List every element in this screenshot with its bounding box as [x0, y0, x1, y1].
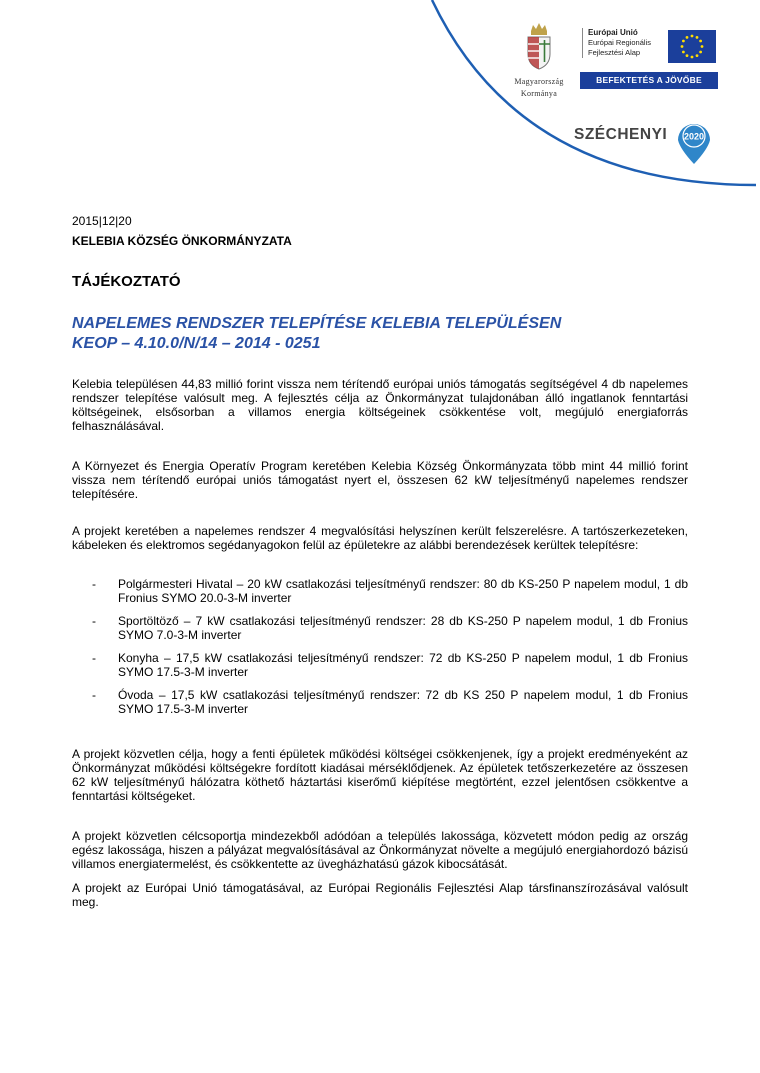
location-pin-icon — [674, 116, 714, 166]
paragraph-1: Kelebia településen 44,83 millió forint vissza nem térítendő európai uniós támogatás segítségével 4 db napelemes rendszer telepítése valósult meg. A fejlesztés célja az Önkormányzat tulajdonában álló ingatlanok fenntartási költségeinek, elsősorban a villamos energia költségeinek csökkentése volt, megújuló energiaforrás felhasználásával. — [72, 377, 688, 433]
eu-flag-icon — [668, 30, 716, 63]
eu-text-line1: Európai Unió — [588, 28, 638, 37]
list-marker: - — [92, 651, 96, 665]
list-item-text: Sportöltöző – 7 kW csatlakozási teljesítményű rendszer: 28 db KS-250 P napelem modul, 1 db Fronius SYMO 7.0-3-M inverter — [118, 614, 688, 642]
project-title — [72, 314, 561, 354]
project-title-line1: NAPELEMES RENDSZER TELEPÍTÉSE KELEBIA TELEPÜLÉSEN — [72, 315, 562, 332]
list-item — [72, 688, 688, 716]
paragraph-6: A projekt az Európai Unió támogatásával, az Európai Regionális Fejlesztési Alap társfinanszírozásával valósult meg. — [72, 881, 688, 909]
equipment-list — [72, 577, 688, 725]
eu-text-line3: Fejlesztési Alap — [588, 48, 641, 57]
eu-text-line2: Európai Regionális — [588, 38, 651, 47]
list-item-text: Óvoda – 17,5 kW csatlakozási teljesítményű rendszer: 72 db KS 250 P napelem modul, 1 db Fronius SYMO 17.5-3-M inverter — [118, 688, 688, 716]
hungary-logo-caption-line2: Kormánya — [520, 89, 558, 98]
coat-of-arms-icon — [519, 22, 559, 70]
hungary-logo-caption-line1: Magyarország — [514, 77, 564, 86]
hungarian-government-logo — [500, 22, 578, 99]
list-marker: - — [92, 614, 96, 628]
notice-heading: TÁJÉKOZTATÓ — [72, 273, 181, 290]
list-item-text: Polgármesteri Hivatal – 20 kW csatlakozási teljesítményű rendszer: 80 db KS-250 P napelem modul, 1 db Fronius SYMO 20.0-3-M inverter — [118, 577, 688, 605]
szechenyi-wordmark: SZÉCHENYI — [574, 126, 668, 143]
document-date: 2015|12|20 — [72, 214, 132, 228]
paragraph-5: A projekt közvetlen célcsoportja mindezekből adódóan a település lakossága, közvetett módon pedig az ország egész lakossága, hiszen a pályázat megvalósításával az Önkormányzat növelte a megújuló energiahordozó bázisú villamos energiatermelést, és csökkentette az üvegházhatású gázok kibocsátását. — [72, 829, 688, 871]
list-item-text: Konyha – 17,5 kW csatlakozási teljesítményű rendszer: 72 db KS-250 P napelem modul, 1 db Fronius SYMO 17.5-3-M inverter — [118, 651, 688, 679]
eu-text — [582, 28, 674, 58]
organization-name: KELEBIA KÖZSÉG ÖNKORMÁNYZATA — [72, 234, 292, 248]
list-item — [72, 577, 688, 605]
list-marker: - — [92, 688, 96, 702]
paragraph-4: A projekt közvetlen célja, hogy a fenti épületek működési költségei csökkenjenek, így a projekt eredményeként az Önkormányzat működési költségekre fordított kiadásai mérséklődjenek. Az épületek tetőszerkezetére az összesen 62 kW teljesítményű hálózatra köthető háztartási kiserőmű kiépítése megtörtént, ezzel jelentősen csökkentve a fenntartási költségeket. — [72, 747, 688, 803]
list-item — [72, 651, 688, 679]
list-item — [72, 614, 688, 642]
eu-banner: BEFEKTETÉS A JÖVŐBE — [580, 72, 718, 89]
list-marker: - — [92, 577, 96, 591]
szechenyi-year: 2020 — [683, 131, 705, 142]
paragraph-3: A projekt keretében a napelemes rendszer 4 megvalósítási helyszínen került felszerelésre. A tartószerkezeteken, kábeleken és elektromos segédanyagokon felül az épületekre az alábbi berendezések kerültek telepítésre: — [72, 524, 688, 552]
project-title-line2: KEOP – 4.10.0/N/14 – 2014 - 0251 — [72, 335, 321, 352]
paragraph-2: A Környezet és Energia Operatív Program keretében Kelebia Község Önkormányzata több mint 44 millió forint vissza nem térítendő európai uniós támogatást nyert el, összesen 62 kW teljesítményű napelemes rendszer telepítésére. — [72, 459, 688, 501]
